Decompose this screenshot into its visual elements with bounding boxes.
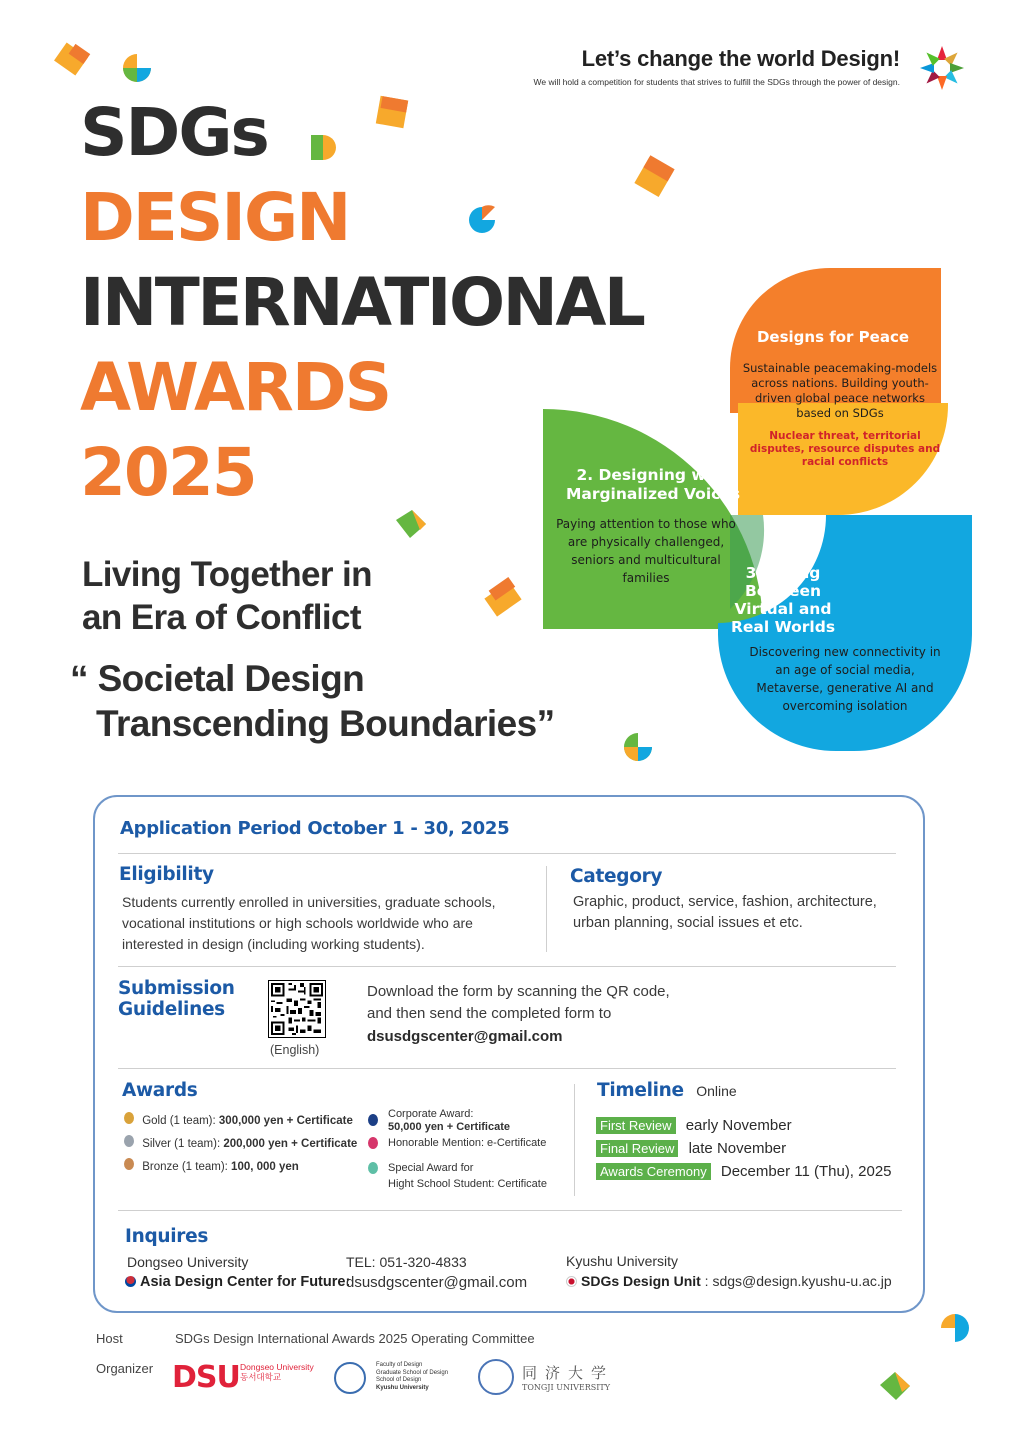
japan-flag-icon	[566, 1276, 577, 1287]
award-special	[368, 1160, 547, 1192]
submission-text-line-1: Download the form by scanning the QR code,	[367, 983, 670, 1000]
title-international: INTERNATIONAL	[80, 264, 644, 341]
silver-medal-icon	[124, 1135, 134, 1147]
theme-line-2: an Era of Conflict	[82, 598, 361, 637]
qr-label: (English)	[270, 1043, 320, 1057]
title-design: DESIGN	[80, 179, 350, 256]
inquiry-asia-center	[125, 1274, 350, 1290]
kyushu-logo-line-1: Faculty of Design	[376, 1362, 423, 1368]
submission-text-line-2: and then send the completed form to	[367, 1005, 612, 1022]
divider	[574, 1084, 575, 1196]
tongji-logo-icon	[478, 1359, 514, 1395]
quote-line-2: Transcending Boundaries”	[96, 703, 555, 744]
submission-title-line-1: Submission	[118, 978, 235, 999]
award-corporate	[368, 1108, 547, 1136]
host-value: SDGs Design International Awards 2025 Operating Committee	[175, 1331, 535, 1346]
dsu-sub-line-2: 동서대학교	[240, 1372, 282, 1382]
deco-shape-4	[311, 135, 336, 160]
category-title: Category	[570, 866, 663, 887]
award-gold-label: Gold (1 team):	[142, 1115, 219, 1127]
host-label: Host	[96, 1331, 123, 1346]
inquiry-dongseo: Dongseo University	[127, 1254, 249, 1270]
awards-left-list	[124, 1112, 357, 1181]
peace-text: Sustainable peacemaking-models across nations. Building youth-driven global peace networks based on SDGs	[742, 361, 938, 420]
deco-shape-10	[941, 1314, 969, 1342]
award-gold	[124, 1112, 357, 1135]
inquiry-dongseo-email[interactable]: dsusdgscenter@gmail.com	[346, 1274, 528, 1291]
award-bronze	[124, 1158, 357, 1181]
virtual-title: 3. Living Between Virtual and Real Worlds	[730, 564, 836, 636]
eligibility-text: Students currently enrolled in universities, graduate schools, vocational institutions or high schools worldwide who are interested in design (including working students).	[122, 894, 496, 952]
marginalized-title: 2. Designing with Marginalized Voices	[565, 466, 741, 503]
timeline-header	[597, 1080, 737, 1101]
virtual-text: Discovering new connectivity in an age of social media, Metaverse, generative AI and overcoming isolation	[749, 645, 941, 713]
kyushu-email[interactable]: : sdgs@design.kyushu-u.ac.jp	[700, 1273, 892, 1289]
sdgs-wheel-icon	[918, 44, 966, 92]
subtagline: We will hold a competition for students that strives to fulfill the SDGs through the power of design.	[533, 77, 900, 87]
timeline-label: Awards Ceremony	[596, 1163, 711, 1180]
title-sdgs: SDGs	[80, 94, 268, 171]
award-honorable	[368, 1136, 547, 1160]
inquiry-sdgs-unit	[566, 1273, 892, 1289]
deco-shape-2	[123, 54, 151, 82]
submission-email[interactable]: dsusdgscenter@gmail.com	[367, 1028, 563, 1045]
special-line-2: Hight School Student: Certificate	[388, 1178, 547, 1190]
divider	[118, 853, 896, 854]
dsu-logo: DSU	[172, 1360, 240, 1395]
sdgs-unit-label: SDGs Design Unit	[581, 1273, 701, 1289]
award-bronze-label: Bronze (1 team):	[142, 1161, 232, 1173]
inquiry-kyushu: Kyushu University	[566, 1253, 679, 1269]
timeline-label: Final Review	[596, 1140, 678, 1157]
gold-medal-icon	[124, 1112, 134, 1124]
timeline-label: First Review	[596, 1117, 676, 1134]
divider	[118, 1068, 896, 1069]
peace-issues: Nuclear threat, territorial disputes, resource disputes and racial conflicts	[749, 430, 941, 468]
dsu-logo-sub	[240, 1362, 314, 1382]
divider	[118, 1210, 902, 1211]
submission-text	[367, 981, 670, 1048]
honorable-medal-icon	[368, 1137, 378, 1149]
award-bronze-value: 100, 000 yen	[231, 1161, 299, 1173]
corporate-line-1: Corporate Award:	[388, 1108, 474, 1120]
theme-quote	[70, 656, 554, 746]
award-silver-value: 200,000 yen + Certificate	[223, 1138, 358, 1150]
submission-title-line-2: Guidelines	[118, 999, 225, 1020]
inquiry-tel: TEL: 051-320-4833	[346, 1254, 467, 1270]
timeline-value: early November	[685, 1117, 792, 1134]
timeline-item	[596, 1140, 892, 1163]
marginalized-text: Paying attention to those who are physically challenged, seniors and multicultural families	[556, 517, 736, 585]
asia-center-label: Asia Design Center for Future:	[140, 1274, 351, 1290]
kyushu-logo-text	[376, 1362, 448, 1392]
timeline-item	[596, 1163, 892, 1186]
inquires-title: Inquires	[125, 1226, 209, 1247]
deco-shape-6	[469, 205, 495, 233]
award-gold-value: 300,000 yen + Certificate	[218, 1115, 353, 1127]
peace-title: Designs for Peace	[756, 328, 910, 346]
corporate-medal-icon	[368, 1114, 378, 1126]
info-box	[93, 795, 925, 1313]
tongji-name-en: TONGJI UNIVERSITY	[522, 1383, 610, 1392]
special-medal-icon	[368, 1162, 378, 1174]
deco-shape-11	[880, 1372, 910, 1400]
deco-shape-5	[634, 155, 674, 197]
award-silver-label: Silver (1 team):	[142, 1138, 224, 1150]
quote-line-1: “ Societal Design	[70, 658, 365, 699]
application-period	[120, 818, 509, 839]
corporate-line-2: 50,000 yen + Certificate	[388, 1121, 510, 1133]
timeline-mode: Online	[696, 1083, 737, 1099]
award-silver	[124, 1135, 357, 1158]
qr-code[interactable]	[268, 980, 326, 1038]
timeline-list	[596, 1117, 892, 1186]
dsu-sub-line-1: Dongseo University	[240, 1362, 314, 1372]
kyushu-logo-line-2: Graduate School of Design	[376, 1369, 449, 1376]
tagline: Let’s change the world Design!	[581, 46, 900, 71]
timeline-value: late November	[688, 1140, 787, 1157]
special-line-1: Special Award for	[388, 1162, 474, 1174]
eligibility-title: Eligibility	[119, 864, 214, 885]
divider	[118, 966, 896, 967]
kyushu-logo-line-4: Kyushu University	[376, 1384, 429, 1391]
korea-flag-icon	[125, 1276, 136, 1287]
timeline-item	[596, 1117, 892, 1140]
deco-shape-8	[484, 577, 521, 617]
theme-line-1: Living Together in	[82, 555, 372, 594]
category-text: Graphic, product, service, fashion, architecture, urban planning, social issues et etc.	[573, 894, 877, 931]
kyushu-logo-icon	[334, 1362, 366, 1394]
deco-shape-7	[396, 510, 426, 538]
title-awards: AWARDS	[80, 349, 391, 426]
deco-shape-3	[376, 96, 408, 128]
application-dates: October 1 - 30, 2025	[307, 818, 510, 839]
deco-shape-1	[54, 43, 90, 76]
timeline-value: December 11 (Thu), 2025	[720, 1163, 892, 1180]
awards-right-list	[368, 1108, 547, 1192]
theme-heading	[82, 553, 372, 639]
kyushu-logo-line-3: School of Design	[376, 1377, 422, 1383]
honorable-text: Honorable Mention: e-Certificate	[388, 1137, 547, 1149]
bronze-medal-icon	[124, 1158, 134, 1170]
awards-title: Awards	[122, 1080, 198, 1101]
deco-shape-9	[624, 733, 652, 761]
tongji-name-cn: 同济大学	[522, 1364, 615, 1382]
divider	[546, 866, 547, 952]
submission-title	[118, 978, 235, 1020]
application-label: Application Period	[120, 818, 302, 839]
title-year: 2025	[80, 434, 256, 511]
organizer-label: Organizer	[96, 1361, 154, 1376]
timeline-title: Timeline	[597, 1080, 684, 1101]
